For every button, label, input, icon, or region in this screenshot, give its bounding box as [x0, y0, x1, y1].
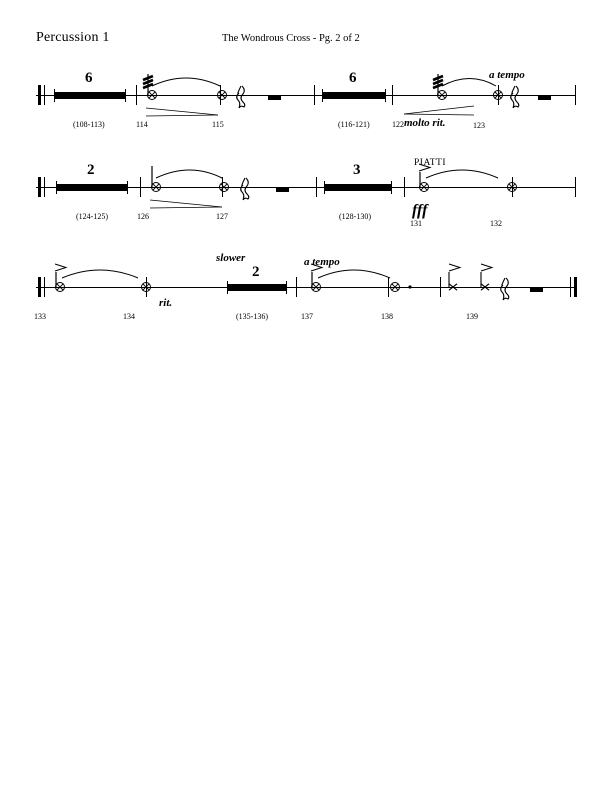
measure-number: 115: [212, 120, 224, 129]
barline: [136, 85, 137, 105]
measure-number: (128-130): [339, 212, 371, 221]
barline: [314, 85, 315, 105]
measure-number: 127: [216, 212, 228, 221]
measure-number: 138: [381, 312, 393, 321]
multimeasure-rest-cap-right: [286, 281, 287, 294]
measure-number: (108-113): [73, 120, 105, 129]
whole-rest: [530, 287, 543, 292]
barline-final-thick: [574, 277, 577, 297]
multimeasure-rest-cap-right: [125, 89, 126, 102]
multimeasure-rest: [227, 284, 287, 291]
multimeasure-rest-count: 6: [85, 70, 93, 86]
barline-start: [38, 85, 41, 105]
expression-slower: slower: [216, 252, 246, 264]
multimeasure-rest: [54, 92, 126, 99]
multimeasure-rest-cap-left: [227, 281, 228, 294]
multimeasure-rest-cap-left: [322, 89, 323, 102]
barline-start: [38, 177, 41, 197]
barline: [440, 277, 441, 297]
hairpin-crescendo: [150, 196, 230, 212]
measure-number: 114: [136, 120, 148, 129]
barline-start-thin: [44, 85, 45, 105]
multimeasure-rest-count: 6: [349, 70, 357, 86]
multimeasure-rest-cap-left: [324, 181, 325, 194]
multimeasure-rest-cap-right: [391, 181, 392, 194]
barline-end: [575, 177, 576, 197]
measure-number: 132: [490, 219, 502, 228]
multimeasure-rest-cap-right: [127, 181, 128, 194]
barline-end: [575, 85, 576, 105]
multimeasure-rest-count: 2: [87, 162, 95, 178]
barline: [404, 177, 405, 197]
multimeasure-rest-cap-left: [56, 181, 57, 194]
barline-final-thin: [570, 277, 571, 297]
instrument-label-piatti: PIATTI: [414, 158, 447, 168]
measure-number: 126: [137, 212, 149, 221]
barline-start-thin: [44, 277, 45, 297]
song-title: The Wondrous Cross - Pg. 2 of 2: [222, 33, 360, 44]
barline: [392, 85, 393, 105]
multimeasure-rest-cap-right: [385, 89, 386, 102]
barline: [140, 177, 141, 197]
measure-number: 134: [123, 312, 135, 321]
barline-start: [38, 277, 41, 297]
roll-end-132: [504, 170, 574, 210]
multimeasure-rest: [56, 184, 128, 191]
expression-a-tempo: a tempo: [304, 256, 340, 268]
measure-number: (116-121): [338, 120, 370, 129]
measure-number: 139: [466, 312, 478, 321]
barline: [316, 177, 317, 197]
barline-start-thin: [44, 177, 45, 197]
whole-rest: [268, 95, 281, 100]
whole-rest: [276, 187, 289, 192]
measure-number: 122: [392, 120, 404, 129]
barline: [388, 277, 389, 297]
expression-a-tempo: a tempo: [489, 69, 525, 81]
whole-rest: [538, 95, 551, 100]
hairpin-crescendo: [146, 104, 226, 120]
multimeasure-rest-cap-left: [54, 89, 55, 102]
page-title: Percussion 1: [36, 30, 110, 45]
multimeasure-rest: [322, 92, 386, 99]
multimeasure-rest: [324, 184, 392, 191]
measure-number: (124-125): [76, 212, 108, 221]
measure-number: 133: [34, 312, 46, 321]
measure-number: (135-136): [236, 312, 268, 321]
barline: [296, 277, 297, 297]
multimeasure-rest-count: 2: [252, 264, 260, 280]
system-3: [0, 252, 612, 382]
measure-number: 123: [473, 121, 485, 130]
measure-number: 137: [301, 312, 313, 321]
multimeasure-rest-count: 3: [353, 162, 361, 178]
expression-rit: rit.: [159, 297, 173, 309]
expression-molto-rit: molto rit.: [404, 117, 446, 129]
measure-number: 131: [410, 219, 422, 228]
roll-end-123: [490, 78, 570, 118]
dynamic-fff: fff: [412, 202, 428, 219]
